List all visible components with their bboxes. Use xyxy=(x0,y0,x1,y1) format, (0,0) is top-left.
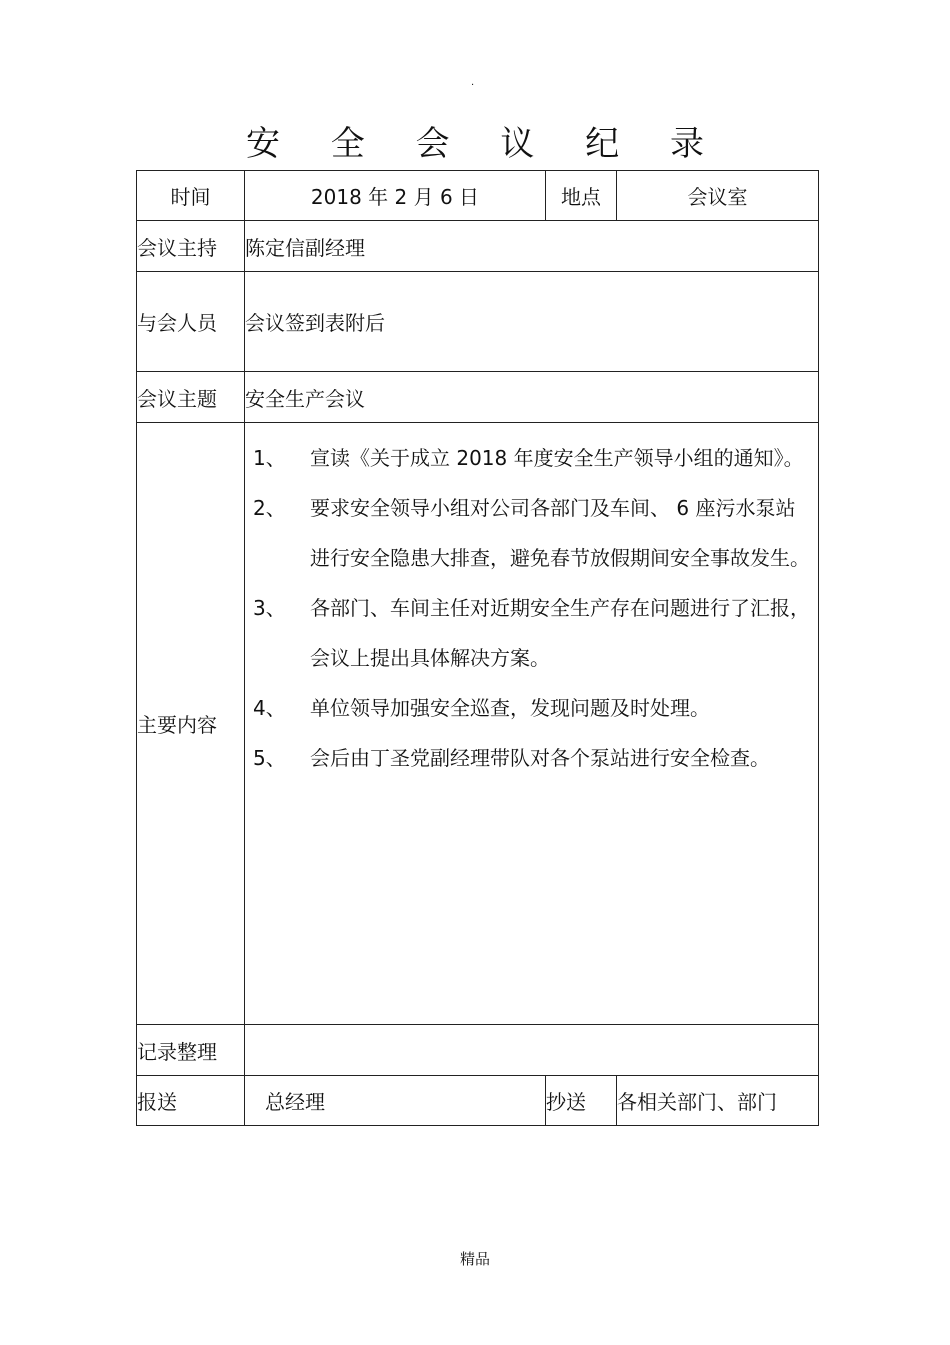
topic-value: 安全生产会议 xyxy=(245,372,819,423)
row-content xyxy=(137,423,819,1025)
send-label: 报送 xyxy=(137,1076,245,1126)
item-text: 会后由丁圣党副经理带队对各个泵站进行安全检查。 xyxy=(310,746,770,770)
content-item xyxy=(253,583,810,683)
content-item xyxy=(253,683,810,733)
row-distribution xyxy=(137,1076,819,1126)
cc-value: 各相关部门、部门 xyxy=(617,1076,819,1126)
meeting-record-table xyxy=(136,170,819,1126)
item-text: 单位领导加强安全巡查，发现问题及时处理。 xyxy=(310,696,710,720)
document-title: 安 全 会 议 纪 录 xyxy=(245,124,725,164)
item-number: 3、 xyxy=(253,596,286,620)
row-time-place xyxy=(137,171,819,221)
host-label: 会议主持 xyxy=(137,221,245,272)
item-number: 5、 xyxy=(253,746,286,770)
time-value: 2018 年 2 月 6 日 xyxy=(245,171,546,221)
content-item xyxy=(253,433,810,483)
item-text: 要求安全领导小组对公司各部门及车间、 6 座污水泵站进行安全隐患大排查，避免春节放假期间安全事故发生。 xyxy=(310,496,810,570)
recorder-value xyxy=(245,1025,819,1076)
row-topic xyxy=(137,372,819,423)
attendees-value: 会议签到表附后 xyxy=(245,272,819,372)
attendees-label: 与会人员 xyxy=(137,272,245,372)
topic-label: 会议主题 xyxy=(137,372,245,423)
recorder-label: 记录整理 xyxy=(137,1025,245,1076)
header-mark: . xyxy=(471,77,475,88)
item-number: 2、 xyxy=(253,496,286,520)
content-list xyxy=(245,423,818,783)
item-number: 1、 xyxy=(253,446,286,470)
send-value: 总经理 xyxy=(245,1076,546,1126)
item-text: 宣读《关于成立 2018 年度安全生产领导小组的通知》。 xyxy=(310,446,804,470)
place-value: 会议室 xyxy=(617,171,819,221)
row-recorder xyxy=(137,1025,819,1076)
page-footer: 精品 xyxy=(459,1250,490,1268)
row-host xyxy=(137,221,819,272)
host-value: 陈定信副经理 xyxy=(245,221,819,272)
cc-label: 抄送 xyxy=(546,1076,617,1126)
content-item xyxy=(253,733,810,783)
item-number: 4、 xyxy=(253,696,286,720)
item-text: 各部门、车间主任对近期安全生产存在问题进行了汇报，会议上提出具体解决方案。 xyxy=(310,596,810,670)
place-label: 地点 xyxy=(546,171,617,221)
time-label: 时间 xyxy=(137,171,245,221)
content-cell xyxy=(245,423,819,1025)
row-attendees xyxy=(137,272,819,372)
content-item xyxy=(253,483,810,583)
content-label: 主要内容 xyxy=(137,423,245,1025)
